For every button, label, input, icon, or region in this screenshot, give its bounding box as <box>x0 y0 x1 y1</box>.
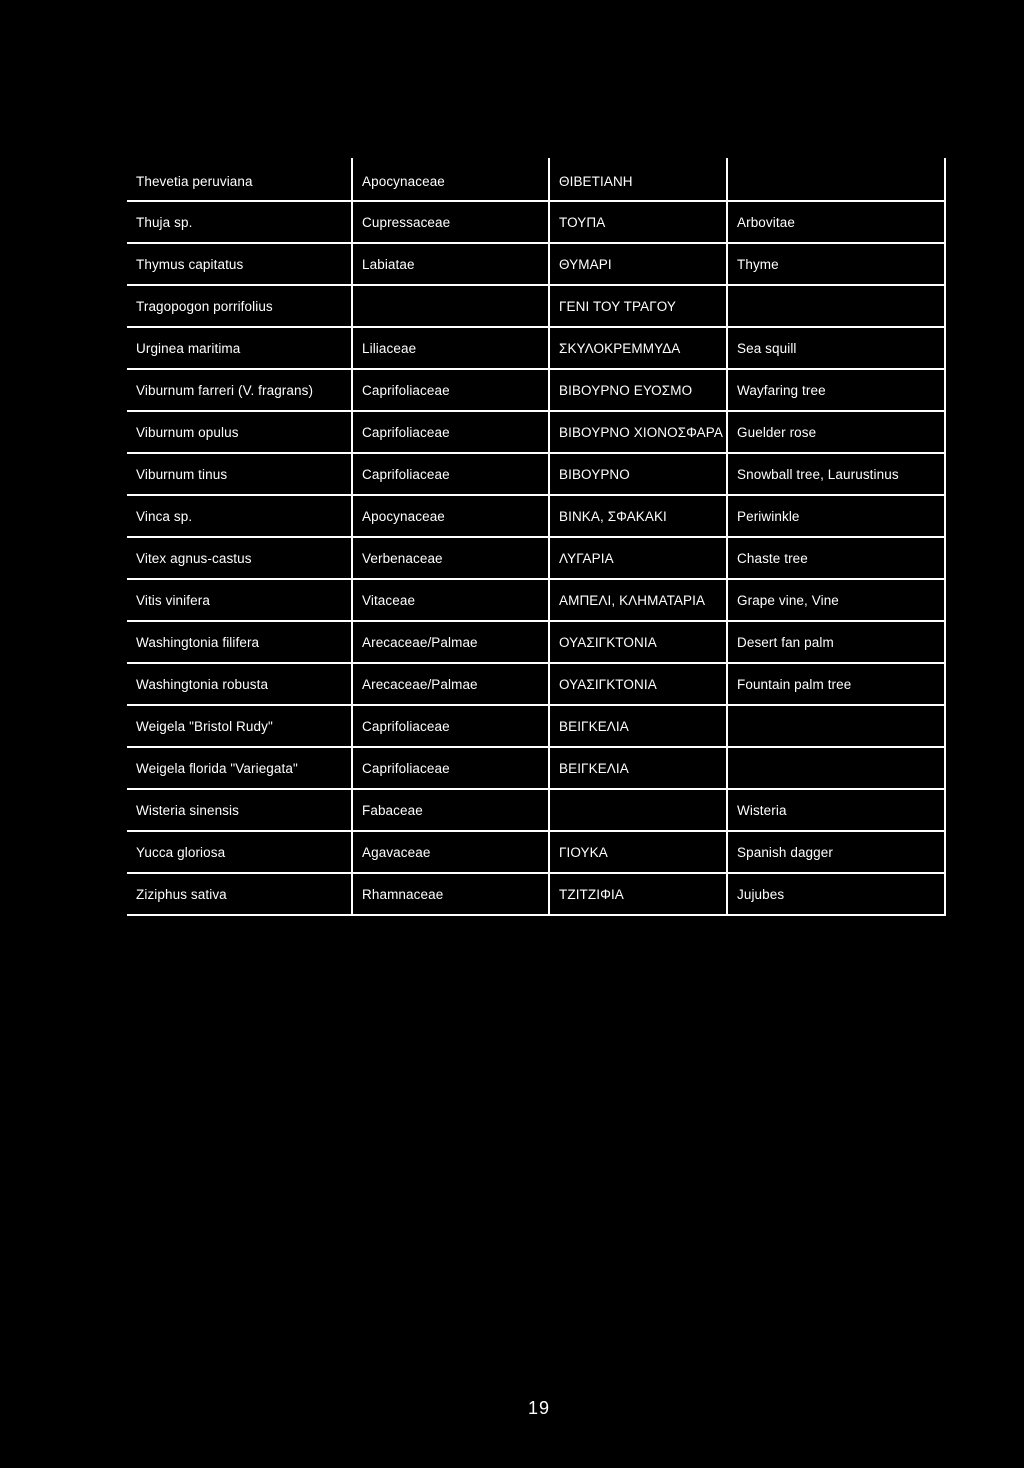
greek-name-cell: ΤΟΥΠΑ <box>549 201 727 243</box>
family-cell: Vitaceae <box>352 579 549 621</box>
english-name-cell: Chaste tree <box>727 537 945 579</box>
table-row <box>127 243 945 285</box>
english-name-cell <box>727 747 945 789</box>
greek-name-cell: ΒΙΒΟΥΡΝΟ <box>549 453 727 495</box>
greek-name-cell <box>549 789 727 831</box>
english-name-cell: Periwinkle <box>727 495 945 537</box>
latin-name-cell: Urginea maritima <box>127 327 352 369</box>
latin-name-cell: Thuja sp. <box>127 201 352 243</box>
table-row <box>127 201 945 243</box>
english-name-cell: Spanish dagger <box>727 831 945 873</box>
latin-name-cell: Weigela florida "Variegata" <box>127 747 352 789</box>
latin-name-cell: Yucca gloriosa <box>127 831 352 873</box>
table-row <box>127 495 945 537</box>
family-cell: Arecaceae/Palmae <box>352 663 549 705</box>
family-cell: Apocynaceae <box>352 158 549 201</box>
table-row <box>127 158 945 201</box>
english-name-cell: Fountain palm tree <box>727 663 945 705</box>
english-name-cell: Guelder rose <box>727 411 945 453</box>
family-cell: Caprifoliaceae <box>352 453 549 495</box>
greek-name-cell: ΟΥΑΣΙΓΚΤΟΝΙΑ <box>549 663 727 705</box>
greek-name-cell: ΒΙΝΚΑ, ΣΦΑΚΑΚΙ <box>549 495 727 537</box>
latin-name-cell: Vitis vinifera <box>127 579 352 621</box>
latin-name-cell: Wisteria sinensis <box>127 789 352 831</box>
table-row <box>127 411 945 453</box>
table-row <box>127 453 945 495</box>
english-name-cell: Thyme <box>727 243 945 285</box>
latin-name-cell: Vitex agnus-castus <box>127 537 352 579</box>
greek-name-cell: ΟΥΑΣΙΓΚΤΟΝΙΑ <box>549 621 727 663</box>
english-name-cell: Jujubes <box>727 873 945 915</box>
latin-name-cell: Washingtonia robusta <box>127 663 352 705</box>
table-row <box>127 369 945 411</box>
table-row <box>127 327 945 369</box>
english-name-cell <box>727 158 945 201</box>
latin-name-cell: Weigela "Bristol Rudy" <box>127 705 352 747</box>
family-cell: Arecaceae/Palmae <box>352 621 549 663</box>
greek-name-cell: ΘΥΜΑΡΙ <box>549 243 727 285</box>
table-row <box>127 621 945 663</box>
family-cell: Verbenaceae <box>352 537 549 579</box>
greek-name-cell: ΓΕΝΙ ΤΟΥ ΤΡΑΓΟΥ <box>549 285 727 327</box>
species-table-container <box>127 158 945 916</box>
greek-name-cell: ΒΙΒΟΥΡΝΟ ΧΙΟΝΟΣΦΑΡΑ <box>549 411 727 453</box>
family-cell: Labiatae <box>352 243 549 285</box>
family-cell: Caprifoliaceae <box>352 369 549 411</box>
family-cell: Fabaceae <box>352 789 549 831</box>
table-row <box>127 873 945 915</box>
family-cell: Rhamnaceae <box>352 873 549 915</box>
latin-name-cell: Viburnum opulus <box>127 411 352 453</box>
family-cell: Apocynaceae <box>352 495 549 537</box>
latin-name-cell: Washingtonia filifera <box>127 621 352 663</box>
latin-name-cell: Vinca sp. <box>127 495 352 537</box>
english-name-cell <box>727 285 945 327</box>
family-cell: Cupressaceae <box>352 201 549 243</box>
english-name-cell: Sea squill <box>727 327 945 369</box>
table-row <box>127 747 945 789</box>
greek-name-cell: ΤΖΙΤΖΙΦΙΑ <box>549 873 727 915</box>
english-name-cell: Arbovitae <box>727 201 945 243</box>
english-name-cell: Snowball tree, Laurustinus <box>727 453 945 495</box>
family-cell <box>352 285 549 327</box>
latin-name-cell: Viburnum farreri (V. fragrans) <box>127 369 352 411</box>
greek-name-cell: ΣΚΥΛΟΚΡΕΜΜΥΔΑ <box>549 327 727 369</box>
latin-name-cell: Tragopogon porrifolius <box>127 285 352 327</box>
table-row <box>127 579 945 621</box>
species-table <box>127 158 946 916</box>
latin-name-cell: Viburnum tinus <box>127 453 352 495</box>
greek-name-cell: ΑΜΠΕΛΙ, ΚΛΗΜΑΤΑΡΙΑ <box>549 579 727 621</box>
table-row <box>127 705 945 747</box>
table-row <box>127 537 945 579</box>
latin-name-cell: Ziziphus sativa <box>127 873 352 915</box>
greek-name-cell: ΒΕΙΓΚΕΛΙΑ <box>549 705 727 747</box>
greek-name-cell: ΒΙΒΟΥΡΝΟ ΕΥΟΣΜΟ <box>549 369 727 411</box>
greek-name-cell: ΛΥΓΑΡΙΑ <box>549 537 727 579</box>
english-name-cell: Wayfaring tree <box>727 369 945 411</box>
family-cell: Liliaceae <box>352 327 549 369</box>
english-name-cell: Desert fan palm <box>727 621 945 663</box>
english-name-cell: Wisteria <box>727 789 945 831</box>
english-name-cell <box>727 705 945 747</box>
family-cell: Caprifoliaceae <box>352 705 549 747</box>
greek-name-cell: ΒΕΙΓΚΕΛΙΑ <box>549 747 727 789</box>
table-row <box>127 789 945 831</box>
page-number: 19 <box>527 1398 551 1418</box>
family-cell: Caprifoliaceae <box>352 411 549 453</box>
table-row <box>127 285 945 327</box>
family-cell: Agavaceae <box>352 831 549 873</box>
english-name-cell: Grape vine, Vine <box>727 579 945 621</box>
family-cell: Caprifoliaceae <box>352 747 549 789</box>
table-row <box>127 831 945 873</box>
greek-name-cell: ΘΙΒΕΤΙΑΝΗ <box>549 158 727 201</box>
latin-name-cell: Thevetia peruviana <box>127 158 352 201</box>
greek-name-cell: ΓΙΟΥΚΑ <box>549 831 727 873</box>
latin-name-cell: Thymus capitatus <box>127 243 352 285</box>
table-row <box>127 663 945 705</box>
